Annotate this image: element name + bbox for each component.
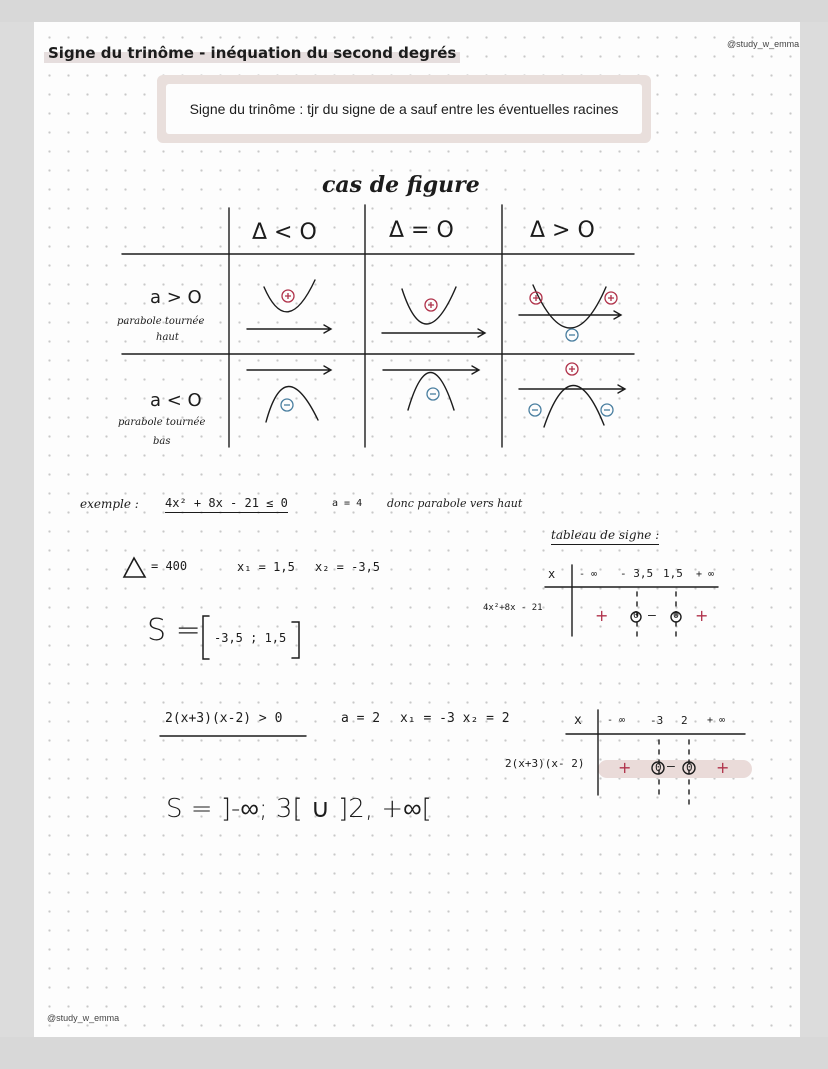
parabola-down-no-root [266, 386, 318, 422]
row-sublabel-a-pos-2: haut [156, 332, 179, 343]
ex1-x1: x₁ = 1,5 [237, 560, 295, 574]
ex1-solution-label: S = [147, 613, 201, 648]
solution-bracket-right [292, 622, 299, 658]
sign-table-1-val-3: 1,5 [663, 567, 683, 580]
credit-top: @study_w_emma [727, 39, 800, 49]
row-sublabel-a-neg-2: bas [153, 436, 171, 447]
sign-table-2-val-3: 2 [681, 714, 688, 727]
ex1-delta-value: = 400 [151, 559, 188, 573]
sign-table-1-sign-2: 0 [633, 610, 640, 621]
col-header-delta-pos: Δ > O [530, 218, 595, 243]
sign-table-1-sign-4: 0 [673, 610, 680, 621]
sign-table-2-val-1: - ∞ [607, 715, 626, 726]
ex1-solution-value: -3,5 ; 1,5 [214, 631, 287, 645]
solution-bracket-left [203, 616, 209, 659]
page-title: Signe du trinôme - inéquation du second degrés [44, 43, 460, 63]
sign-table-1-val-4: + ∞ [696, 569, 715, 580]
sign-table-2-val-4: + ∞ [707, 715, 726, 726]
parabola-up-two-roots [533, 285, 606, 328]
axis-arrow-4 [247, 366, 331, 374]
ex1-inequation: 4x² + 8x - 21 ≤ 0 [165, 496, 288, 513]
sign-table-1-x-label: x [548, 567, 556, 581]
col-header-delta-zero: Δ = O [389, 218, 454, 243]
ex2-inequation: 2(x+3)(x-2) > 0 [165, 711, 283, 726]
ex2-solution: S = ]-∞; 3[ ∪ ]2, +∞[ [166, 794, 432, 824]
ex2-roots: x₁ = -3 x₂ = 2 [400, 711, 510, 726]
sign-table-1-sign-1: + [595, 606, 609, 625]
sign-table-1-sign-3: — [648, 608, 656, 623]
sign-table-2-sign-4: 0 [686, 761, 693, 774]
ex2-a-value: a = 2 [341, 711, 381, 726]
ex1-a-value: a = 4 [332, 498, 363, 509]
row-sublabel-a-pos-1: parabole tournée [117, 316, 205, 327]
sign-table-2-expr: 2(x+3)(x- 2) [505, 757, 585, 770]
sign-table-2-sign-5: + [716, 758, 730, 777]
ex1-comment: donc parabole vers haut [387, 497, 523, 510]
example-intro: exemple : [80, 497, 139, 511]
cases-title: cas de figure [322, 172, 480, 198]
delta-triangle [124, 558, 145, 577]
row-label-a-pos: a > O [150, 287, 202, 308]
axis-arrow-3 [519, 311, 621, 319]
sign-table-1-val-1: - ∞ [579, 569, 598, 580]
sign-table-1-title: tableau de signe : [551, 528, 659, 545]
col-header-delta-neg: Δ < O [252, 220, 317, 245]
sign-table-1-expr: 4x²+8x - 21 [483, 603, 543, 613]
axis-arrow-2 [382, 329, 485, 337]
sign-table-2-sign-3: — [667, 759, 675, 774]
credit-bottom: @study_w_emma [47, 1013, 120, 1023]
ex1-x2: x₂ = -3,5 [315, 560, 381, 574]
sign-table-2-x-label: x [574, 713, 582, 728]
parabola-down-double-root [408, 373, 454, 411]
sign-table-2-val-2: -3 [650, 714, 664, 727]
sign-table-1-sign-5: + [695, 606, 709, 625]
sign-table-1-val-2: - 3,5 [620, 567, 654, 580]
rule-text: Signe du trinôme : tjr du signe de a sauf entre les éventuelles racines [166, 84, 642, 134]
axis-arrow-1 [247, 325, 331, 333]
parabola-down-two-roots [544, 385, 604, 427]
sign-table-2-sign-1: + [618, 758, 632, 777]
row-label-a-neg: a < O [150, 390, 202, 411]
sign-table-2-sign-2: 0 [655, 761, 662, 774]
row-sublabel-a-neg-1: parabole tournée [118, 417, 206, 428]
